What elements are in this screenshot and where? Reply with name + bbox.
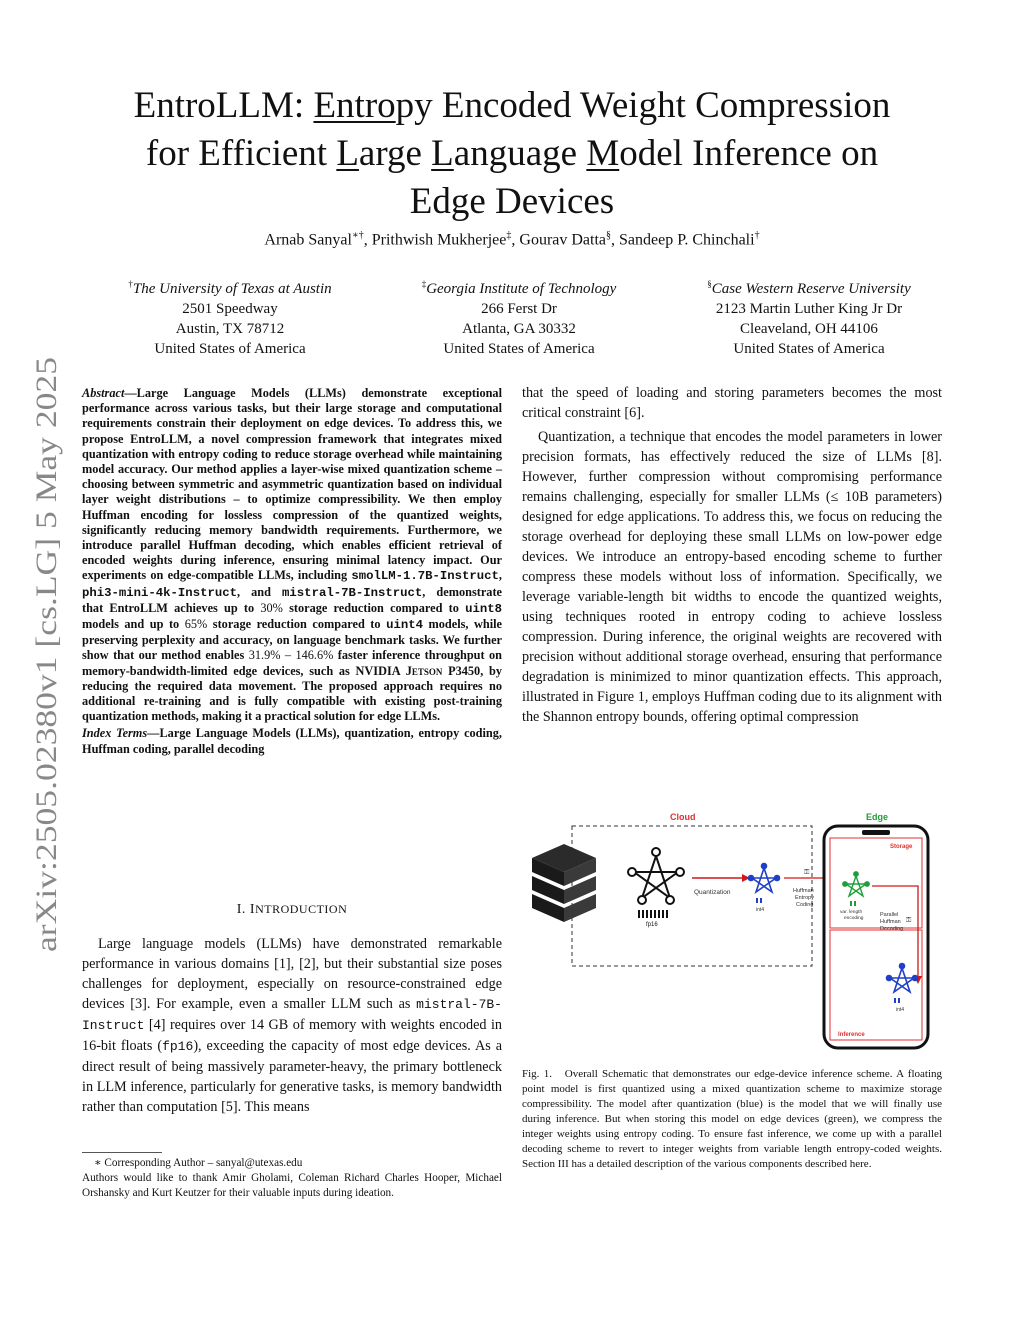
section-heading-introduction: I. INTRODUCTION xyxy=(236,902,348,917)
svg-text:Coding: Coding xyxy=(796,902,814,908)
index-terms: Index Terms—Large Language Models (LLMs), quantization, entropy coding, Huffman coding, parallel decoding xyxy=(82,726,502,756)
fp16-label: fp16 xyxy=(646,922,658,928)
paragraph: that the speed of loading and storing parameters becomes the most critical constraint [6]. xyxy=(522,385,942,421)
title-line-2: for Efficient Large Language Model Inference on xyxy=(145,133,879,174)
int4-label: int4 xyxy=(756,907,765,913)
edge-phone-outline xyxy=(824,826,928,1048)
author: Sandeep P. Chinchali xyxy=(619,231,755,249)
svg-text:Parallel: Parallel xyxy=(880,912,899,918)
svg-text:encoding: encoding xyxy=(844,916,864,921)
affiliation-ut-austin: †The University of Texas at Austin 2501 Speedway Austin, TX 78712 United States of America xyxy=(128,279,332,357)
lock-icon: ⚿ xyxy=(804,869,810,876)
paragraph: Quantization, a technique that encodes the model parameters in lower precision formats, has effectively reduced the size of LLMs [8]. However, further compression without compromising performance remains challenging, especially for smaller LLMs (≤ 10B parameters) designed for edge applications. To address this, we focus on reducing the storage overhead for deploying these small LLMs on low-power edge devices. We introduce an entropy-based encoding scheme to further compress these models without loss of information. Specifically, we leverage variable-length bit widths to encode the quantized weights, using techniques rooted in entropy coding to achieve lossless compression. During inference, the original weights are recovered with precision without additional storage overhead, ensuring that performance degradation is minimized to minor quantization effects. This approach, illustrated in Figure 1, employs Huffman coding due to its alignment with the Shannon entropy bounds, offering optimal compression xyxy=(522,429,942,725)
svg-text:Entropy: Entropy xyxy=(795,895,814,901)
footnote-rule xyxy=(82,1152,162,1153)
title-line-3: Edge Devices xyxy=(409,181,615,222)
fp16-model-network-icon xyxy=(628,848,684,904)
introduction-paragraph: Large language models (LLMs) have demonstrated remarkable performance in various domains [1], [2], but their substantial size poses challenges for deployment, especially on resource-constrained edge devices [3]. For example, even a smaller LLM such as mistral-7B-Instruct [4] requires over 14 GB of memory with weights encoded in 16-bit floats (fp16), exceeding the capacity of most edge devices. As a direct result of being massively parameter-heavy, the primary bottleneck in LLM inference, particularly for generative tasks, is memory bandwidth rather than computation [5]. This means xyxy=(82,936,502,1115)
footnote: ∗ Corresponding Author – sanyal@utexas.edu Authors would like to thank Amir Gholami, Coleman Richard Charles Hooper, Michael Orshansky and Kurt Keutzer for their valuable inputs during ideation. xyxy=(82,1157,502,1199)
paper-title xyxy=(60,82,964,226)
svg-text:Huffman: Huffman xyxy=(880,919,901,925)
int4-model-network-icon xyxy=(749,864,780,893)
arxiv-identifier: arXiv:2505.02380v1 [cs.LG] 5 May 2025 xyxy=(30,450,63,952)
int4-inference-label: int4 xyxy=(896,1007,905,1013)
figure-1-caption: Fig. 1. Overall Schematic that demonstrates our edge-device inference scheme. A floating point model is first quantized using a mixed quantization scheme to maximize storage compressibility. The model after quantization (blue) is the model that we will finally use during inference. But when storing this model on edge devices (green), we compress the integer weights using entropy coding. To ensure fast inference, we come up with a parallel decoding scheme to revert to integer weights from variable length entropy-coded weights. Section III has a detailed description of the various components described here. xyxy=(522,1068,943,1170)
fp16-weight-bars-icon xyxy=(638,910,668,918)
arxiv-sidebar xyxy=(8,352,68,952)
abstract: Abstract—Large Language Models (LLMs) demonstrate exceptional performance across various tasks, but their large storage and computational requirements constrain their deployment on edge devices. To address this, we propose EntroLLM, a novel compression framework that integrates mixed quantization with entropy coding to reduce storage overhead while maintaining model accuracy. Our method applies a layer-wise mixed quantization scheme – choosing between symmetric and asymmetric quantization based on individual layer weight distributions – to optimize compressibility. We then employ Huffman encoding for lossless compression of the quantized weights, significantly reducing memory bandwidth requirements. Furthermore, we introduce parallel Huffman decoding, which enables efficient retrieval of encoded weights during inference, ensuring minimal latency impact. Our experiments on edge-compatible LLMs, including smolLM-1.7B-Instruct, phi3-mini-4k-Instruct, and mistral-7B-Instruct, demonstrate that EntroLLM achieves up to 30% storage reduction compared to uint8 models and up to 65% storage reduction compared to uint4 models, while preserving perplexity and accuracy, on language benchmark tasks. We further show that our method enables 31.9% – 146.6% faster inference throughput on memory-bandwidth-limited edge devices, such as NVIDIA Jetson P3450, by reducing the required data movement. The proposed approach requires no additional re-training and is fully compatible with existing post-training quantization methods, making it a practical solution for edge LLMs. Index Terms—Large Language Models (LLMs), quantization, entropy coding, Huffman coding, parallel decoding xyxy=(82,386,503,756)
storage-label: Storage xyxy=(890,844,913,850)
author: Gourav Datta xyxy=(519,231,607,249)
figure-1-schematic xyxy=(522,806,942,1060)
affiliation-case-western: §Case Western Reserve University 2123 Martin Luther King Jr Dr Cleaveland, OH 44106 United States of America xyxy=(707,279,911,357)
svg-text:var. length: var. length xyxy=(840,910,863,915)
quantization-label: Quantization xyxy=(694,889,731,896)
right-column-text xyxy=(522,383,942,727)
edge-label: Edge xyxy=(866,812,889,822)
author-list: Arnab Sanyal∗†, Prithwish Mukherjee‡, Gourav Datta§, Sandeep P. Chinchali† xyxy=(264,230,760,249)
svg-text:Huffman: Huffman xyxy=(793,888,814,894)
svg-text:Decoding: Decoding xyxy=(880,926,904,932)
affiliation-georgia-tech: ‡Georgia Institute of Technology 266 Ferst Dr Atlanta, GA 30332 United States of America xyxy=(421,279,617,357)
title-line-1: EntroLLM: Entropy Encoded Weight Compression xyxy=(133,85,891,126)
author: Arnab Sanyal xyxy=(264,231,352,249)
unlock-icon: ⚿ xyxy=(906,917,912,924)
cloud-region-box xyxy=(572,826,812,966)
cloud-label: Cloud xyxy=(670,812,696,822)
inference-label: Inference xyxy=(838,1032,865,1038)
server-stack-icon xyxy=(532,844,596,922)
author: Prithwish Mukherjee xyxy=(371,231,507,249)
